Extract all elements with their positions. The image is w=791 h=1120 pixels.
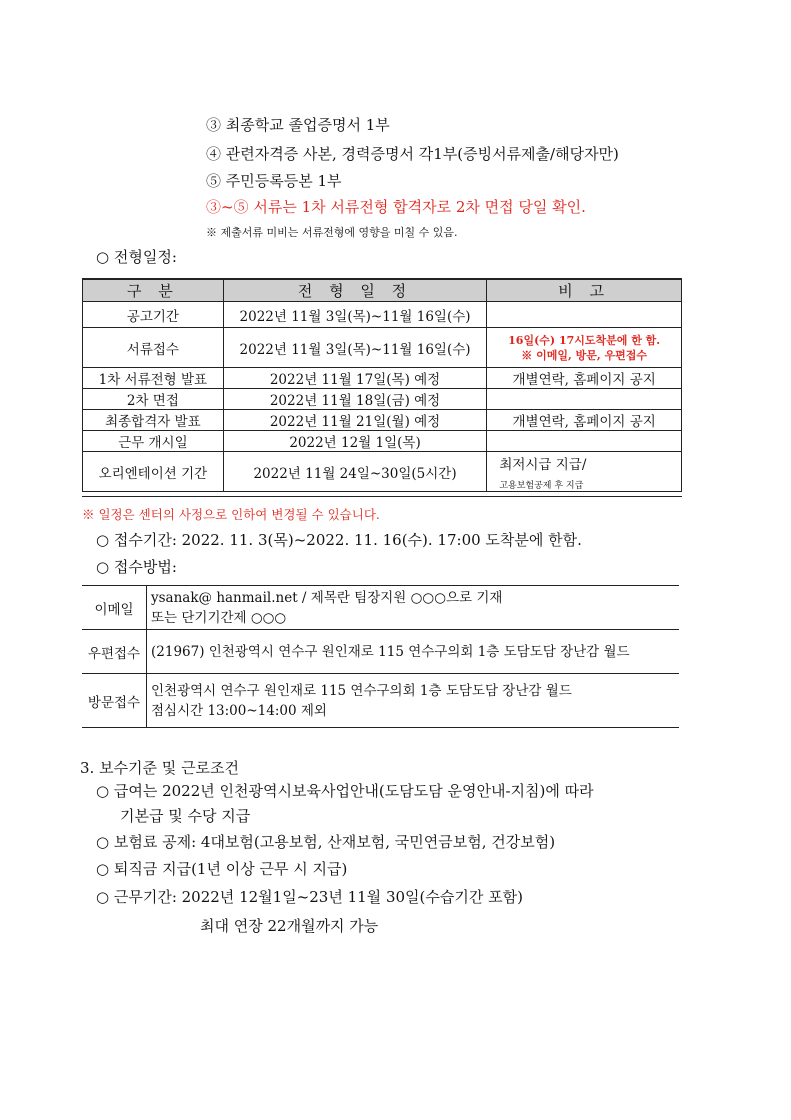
- section3-item: 최대 연장 22개월까지 가능: [200, 917, 379, 935]
- schedule-footnote: ※ 일정은 센터의 사정으로 인하여 변경될 수 있습니다.: [82, 507, 380, 522]
- schedule-heading: ○ 전형일정:: [96, 248, 177, 266]
- method-line2: 점심시간 13:00~14:00 제외: [151, 702, 327, 719]
- doc-item-3: ③ 최종학교 졸업증명서 1부: [206, 116, 390, 134]
- row-name: 근무 개시일: [83, 431, 224, 452]
- header-category: 구 분: [83, 280, 224, 302]
- method-value: (21967) 인천광역시 연수구 원인재로 115 연수구의회 1층 도담도담 장난감 월드: [147, 630, 680, 674]
- section3-item: 기본급 및 수당 지급: [120, 807, 251, 825]
- note-line2: 고용보험공제 후 지급: [499, 480, 584, 491]
- section3-item: ○ 보험료 공제: 4대보험(고용보험, 산재보험, 국민연금보험, 건강보험): [96, 833, 556, 851]
- row-name: 공고기간: [83, 302, 224, 328]
- table-row: [83, 328, 682, 368]
- doc-item-4: ④ 관련자격증 사본, 경력증명서 각1부(증빙서류제출/해당자만): [206, 145, 619, 163]
- row-note: [487, 328, 682, 368]
- table-bottom-rule: [82, 496, 682, 497]
- table-row: [83, 302, 682, 328]
- row-note: 개별연락, 홈페이지 공지: [487, 410, 682, 431]
- row-name: 2차 면접: [83, 389, 224, 410]
- note-line1: 최저시급 지급/: [499, 456, 587, 473]
- row-name: 최종합격자 발표: [83, 410, 224, 431]
- section3-title: 3. 보수기준 및 근로조건: [80, 759, 240, 777]
- row-date: 2022년 11월 24일~30일(5시간): [223, 452, 487, 492]
- row-date: 2022년 11월 18일(금) 예정: [223, 389, 487, 410]
- row-name: 서류접수: [83, 328, 224, 368]
- reception-period: ○ 접수기간: 2022. 11. 3(목)~2022. 11. 16(수). 17:00 도착분에 한함.: [96, 531, 582, 549]
- header-note: 비 고: [487, 280, 682, 302]
- method-line1: ysanak@ hanmail.net / 제목란 팀장지원 ○○○으로 기재: [151, 589, 503, 606]
- table-row: [83, 410, 682, 431]
- table-row: [82, 630, 679, 674]
- row-note: [487, 452, 682, 492]
- header-schedule: 전 형 일 정: [223, 280, 487, 302]
- row-date: 2022년 12월 1일(목): [223, 431, 487, 452]
- schedule-table: [82, 279, 682, 492]
- doc-note: ※ 제출서류 미비는 서류전형에 영향을 미칠 수 있음.: [206, 226, 458, 239]
- method-label: 방문접수: [82, 674, 147, 728]
- method-line1: 인천광역시 연수구 원인재로 115 연수구의회 1층 도담도담 장난감 월드: [151, 682, 572, 699]
- method-heading: ○ 접수방법:: [96, 558, 177, 576]
- note-red-line1: 16일(수) 17시도착분에 한 함.: [508, 333, 661, 347]
- method-label: 우편접수: [82, 630, 147, 674]
- row-date: 2022년 11월 21일(월) 예정: [223, 410, 487, 431]
- section3-item: ○ 근무기간: 2022년 12월1일~23년 11월 30일(수습기간 포함): [96, 888, 523, 906]
- table-row: [83, 368, 682, 389]
- row-note: 개별연락, 홈페이지 공지: [487, 368, 682, 389]
- row-note: [487, 389, 682, 410]
- method-line2: 또는 단기기간제 ○○○: [151, 609, 287, 626]
- row-name: 오리엔테이션 기간: [83, 452, 224, 492]
- table-row: [83, 452, 682, 492]
- method-label: 이메일: [82, 586, 147, 630]
- table-row: [82, 674, 679, 728]
- section3-item: ○ 급여는 2022년 인천광역시보육사업안내(도담도담 운영안내-지침)에 따라: [96, 782, 594, 800]
- schedule-header-row: [83, 280, 682, 302]
- method-value: [147, 586, 680, 630]
- method-table: [82, 585, 679, 728]
- doc-item-5: ⑤ 주민등록등본 1부: [206, 172, 342, 190]
- table-row: [83, 389, 682, 410]
- row-note: [487, 431, 682, 452]
- row-date: 2022년 11월 17일(목) 예정: [223, 368, 487, 389]
- row-note: [487, 302, 682, 328]
- doc-notice-red: ③~⑤ 서류는 1차 서류전형 합격자로 2차 면접 당일 확인.: [206, 198, 586, 216]
- method-value: [147, 674, 680, 728]
- table-row: [82, 586, 679, 630]
- row-date: 2022년 11월 3일(목)~11월 16일(수): [223, 302, 487, 328]
- row-date: 2022년 11월 3일(목)~11월 16일(수): [223, 328, 487, 368]
- note-red-line2: ※ 이메일, 방문, 우편접수: [521, 348, 648, 362]
- table-row: [83, 431, 682, 452]
- row-name: 1차 서류전형 발표: [83, 368, 224, 389]
- section3-item: ○ 퇴직금 지급(1년 이상 근무 시 지급): [96, 860, 348, 878]
